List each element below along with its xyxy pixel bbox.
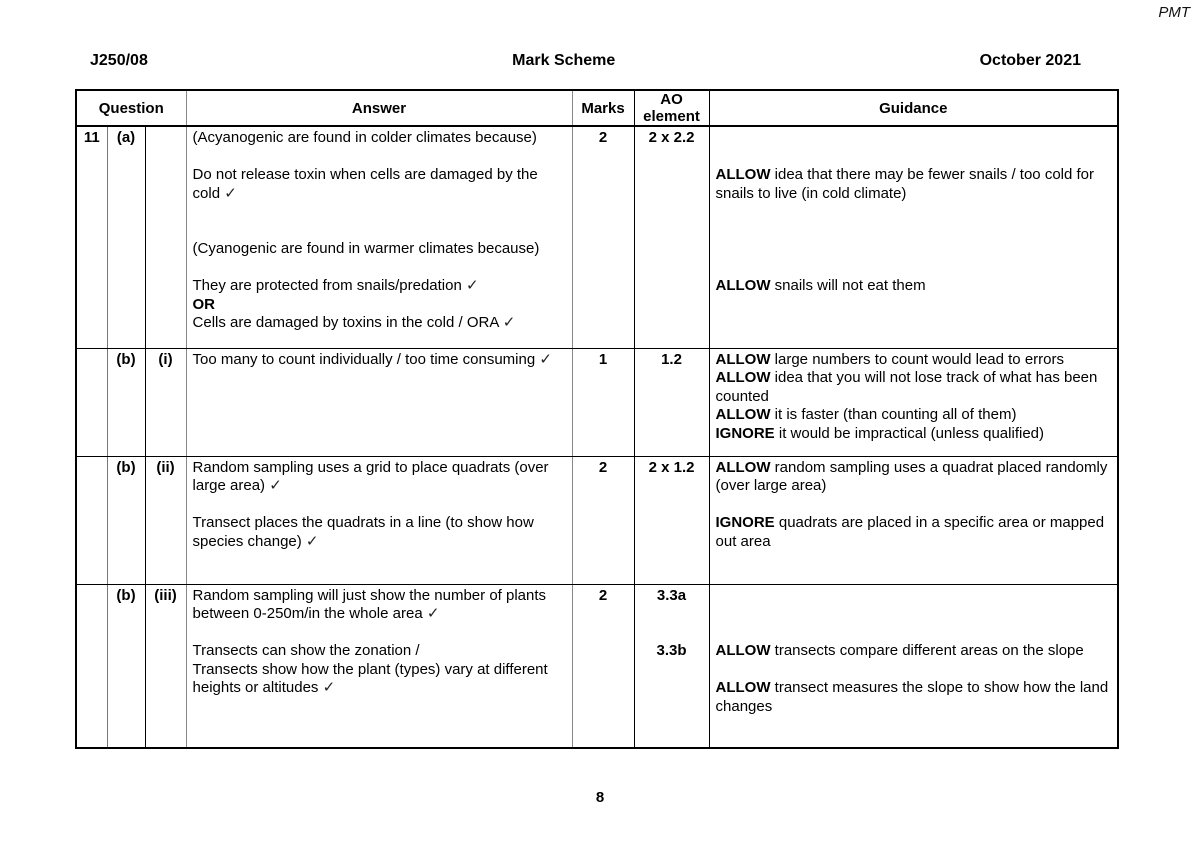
answer-line (193, 314, 566, 333)
text-segment: Transect places the quadrats in a line (to show how species change) (192, 514, 534, 550)
answer-line (193, 587, 566, 624)
guidance-line (716, 406, 1112, 425)
guidance-line (716, 679, 1112, 716)
guidance-cell (709, 348, 1118, 456)
question-number-cell (76, 348, 107, 456)
marks-cell: 2 (572, 584, 634, 748)
text-segment: it is faster (than counting all of them) (770, 406, 1017, 423)
mark-scheme-table-body (76, 126, 1118, 748)
keyword-bold: OR (192, 295, 216, 313)
answer-line (193, 514, 566, 551)
question-part-cell: (b) (107, 584, 145, 748)
question-sub-cell: (iii) (145, 584, 186, 748)
keyword-bold: ALLOW (715, 406, 771, 423)
guidance-line (716, 425, 1112, 444)
guidance-cell (709, 584, 1118, 748)
doc-code: J250/08 (90, 52, 148, 69)
text-segment: 2 x 2.2 (648, 129, 695, 146)
keyword-bold: ALLOW (715, 642, 771, 659)
header-marks: Marks (572, 90, 634, 126)
answer-line (193, 166, 566, 203)
checkmark-icon: ✓ (224, 184, 237, 202)
header-question: Question (76, 90, 186, 126)
guidance-line (716, 277, 1112, 296)
text-segment: random sampling uses a quadrat placed randomly (over large area) (715, 458, 1108, 494)
answer-cell (186, 348, 572, 456)
guidance-cell (709, 126, 1118, 348)
text-segment: large numbers to count would lead to errors (770, 350, 1064, 368)
text-segment: Cells are damaged by toxins in the cold / ORA (192, 314, 503, 331)
text-segment: snails will not eat them (770, 277, 926, 294)
guidance-line (716, 369, 1112, 406)
pmt-watermark: PMT (1158, 4, 1190, 21)
text-segment: it would be impractical (unless qualified) (774, 424, 1044, 442)
keyword-bold: ALLOW (715, 277, 771, 294)
keyword-bold: IGNORE (715, 424, 775, 442)
text-segment: transects compare different areas on the slope (770, 642, 1084, 659)
ao-element-cell (634, 584, 709, 748)
question-number-cell: 11 (76, 126, 107, 348)
question-number-cell (76, 584, 107, 748)
answer-cell (186, 584, 572, 748)
checkmark-icon: ✓ (502, 314, 516, 331)
keyword-bold: ALLOW (715, 458, 771, 476)
answer-line (193, 642, 566, 661)
answer-line (193, 240, 566, 259)
text-segment: 3.3a (656, 586, 687, 604)
answer-line (193, 661, 566, 698)
text-segment: They are protected from snails/predation (192, 277, 466, 294)
table-row (76, 456, 1118, 584)
header-answer: Answer (186, 90, 572, 126)
page-number: 8 (595, 789, 605, 806)
text-segment: (Cyanogenic are found in warmer climates because) (192, 240, 540, 257)
question-part-cell: (b) (107, 456, 145, 584)
question-sub-cell: (i) (145, 348, 186, 456)
ao-element-cell (634, 348, 709, 456)
guidance-line (716, 166, 1112, 203)
text-segment: idea that there may be fewer snails / too cold for snails to live (in cold climate) (715, 166, 1095, 202)
guidance-line (716, 642, 1112, 661)
checkmark-icon: ✓ (466, 277, 479, 294)
text-segment: Random sampling will just show the number of plants between 0-250m/in the whole area (192, 586, 547, 622)
checkmark-icon: ✓ (426, 605, 440, 622)
table-row (76, 584, 1118, 748)
answer-line (193, 129, 566, 148)
ao-element-line (641, 351, 703, 370)
ao-element-line (641, 129, 703, 148)
keyword-bold: ALLOW (715, 679, 771, 696)
question-sub-cell (145, 126, 186, 348)
table-row (76, 126, 1118, 348)
text-segment: quadrats are placed in a specific area or mapped out area (715, 514, 1105, 550)
answer-line (193, 459, 566, 496)
answer-line (193, 351, 566, 370)
marks-cell: 1 (572, 348, 634, 456)
mark-scheme-table (75, 89, 1119, 749)
ao-element-cell (634, 456, 709, 584)
keyword-bold: ALLOW (715, 166, 771, 183)
doc-date: October 2021 (979, 52, 1081, 69)
text-segment: idea that you will not lose track of what has been counted (715, 369, 1098, 405)
marks-cell: 2 (572, 126, 634, 348)
marks-cell: 2 (572, 456, 634, 584)
checkmark-icon: ✓ (539, 350, 552, 368)
text-segment: 2 x 1.2 (648, 458, 695, 476)
answer-cell (186, 126, 572, 348)
ao-element-cell (634, 126, 709, 348)
answer-line (193, 277, 566, 296)
ao-element-line (641, 642, 703, 661)
text-segment: Too many to count individually / too time consuming (192, 350, 540, 368)
answer-cell (186, 456, 572, 584)
ao-element-line (641, 459, 703, 478)
table-row (76, 348, 1118, 456)
text-segment: Transects show how the plant (types) vary at different heights or altitudes (192, 660, 548, 696)
keyword-bold: ALLOW (715, 369, 771, 386)
text-segment: Transects can show the zonation / (192, 642, 420, 659)
question-part-cell: (a) (107, 126, 145, 348)
text-segment: transect measures the slope to show how the land changes (715, 679, 1109, 715)
text-segment: Do not release toxin when cells are damaged by the cold (192, 166, 538, 202)
guidance-line (716, 459, 1112, 496)
text-segment: (Acyanogenic are found in colder climates because) (192, 129, 537, 146)
text-segment: 3.3b (656, 642, 687, 659)
document-header (90, 52, 1081, 70)
keyword-bold: ALLOW (715, 350, 771, 368)
question-number-cell (76, 456, 107, 584)
checkmark-icon: ✓ (305, 532, 319, 550)
checkmark-icon: ✓ (269, 477, 282, 494)
header-ao-element: AO element (634, 90, 709, 126)
table-header-row (76, 90, 1118, 126)
keyword-bold: IGNORE (715, 514, 775, 531)
header-guidance: Guidance (709, 90, 1118, 126)
question-sub-cell: (ii) (145, 456, 186, 584)
guidance-line (716, 514, 1112, 551)
checkmark-icon: ✓ (322, 679, 336, 696)
text-segment: Random sampling uses a grid to place quadrats (over large area) (192, 458, 549, 494)
question-part-cell: (b) (107, 348, 145, 456)
ao-element-line (641, 587, 703, 606)
guidance-cell (709, 456, 1118, 584)
guidance-line (716, 351, 1112, 370)
doc-title: Mark Scheme (512, 52, 616, 69)
text-segment: 1.2 (661, 350, 682, 368)
answer-line (193, 296, 566, 315)
